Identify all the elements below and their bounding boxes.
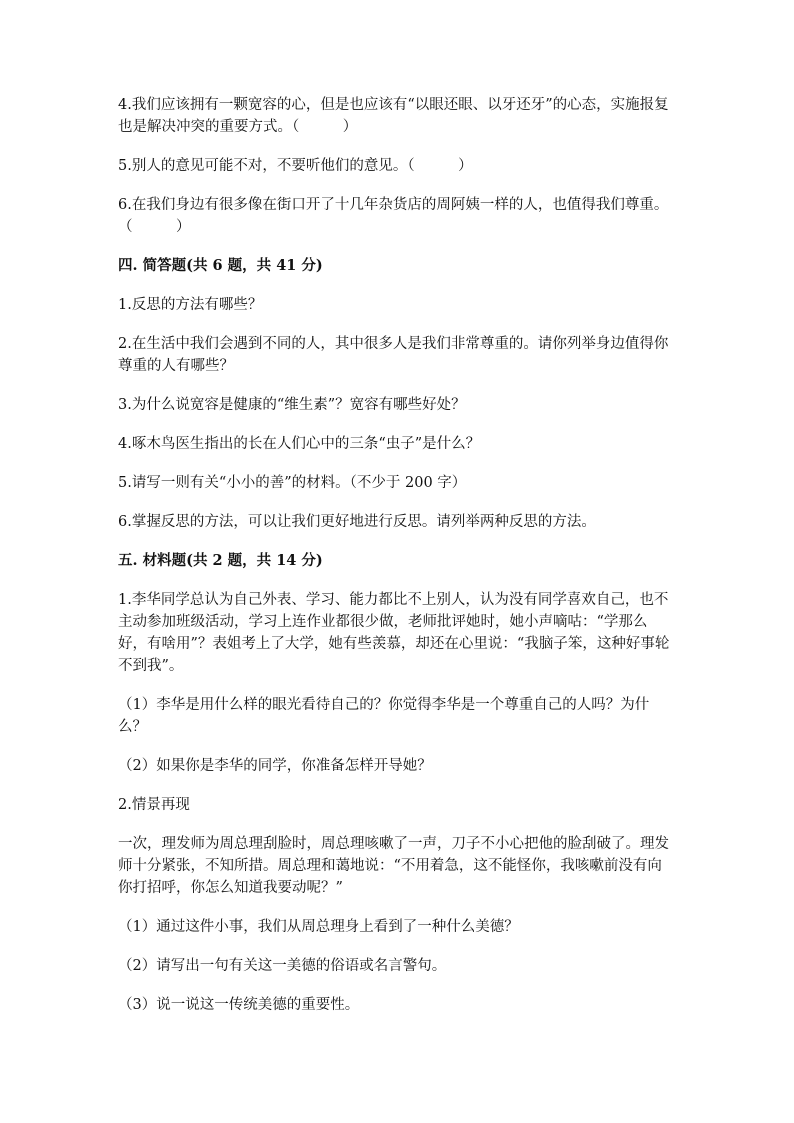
judge-question-6: 6.在我们身边有很多像在街口开了十几年杂货店的周阿姨一样的人，也值得我们尊重。（ ） [118,197,669,235]
material-1-subquestion-2: （2）如果你是李华的同学，你准备怎样开导她？ [118,758,432,774]
exam-page [118,94,674,1033]
judge-question-4: 4.我们应该拥有一颗宽容的心，但是也应该有“以眼还眼、以牙还牙”的心态，实施报复也是解决冲突的重要方式。（ ） [118,97,669,135]
judge-question-5: 5.别人的意见可能不对，不要听他们的意见。（ ） [118,158,473,174]
material-2-subquestion-1: （1）通过这件小事，我们从周总理身上看到了一种什么美德？ [118,919,519,935]
material-2-subquestion-3: （3）说一说这一传统美德的重要性。 [118,997,360,1013]
short-answer-question-2: 2.在生活中我们会遇到不同的人，其中很多人是我们非常尊重的。请你列举身边值得你尊重的人有哪些？ [118,336,669,374]
material-2-title: 2.情景再现 [118,797,190,813]
short-answer-question-3: 3.为什么说宽容是健康的“维生素”？宽容有哪些好处？ [118,397,466,413]
material-2-subquestion-2: （2）请写出一句有关这一美德的俗语或名言警句。 [118,958,447,974]
material-1-subquestion-1: （1）李华是用什么样的眼光看待自己的？你觉得李华是一个尊重自己的人吗？为什么？ [118,697,650,735]
short-answer-question-1: 1.反思的方法有哪些？ [118,297,263,313]
short-answer-question-6: 6.掌握反思的方法，可以让我们更好地进行反思。请列举两种反思的方法。 [118,514,596,530]
short-answer-question-5: 5.请写一则有关“小小的善”的材料。（不少于 200 字） [118,475,467,491]
section-5-heading: 五. 材料题(共 2 题，共 14 分) [118,552,323,569]
section-4-heading: 四. 简答题(共 6 题，共 41 分) [118,257,323,274]
material-2-text: 一次，理发师为周总理刮脸时，周总理咳嗽了一声，刀子不小心把他的脸刮破了。理发师十分紧张，不知所措。周总理和蔼地说：“不用着急，这不能怪你，我咳嗽前没有向你打招呼，你怎么知道我要动呢？” [118,836,669,896]
material-1-text: 1.李华同学总认为自己外表、学习、能力都比不上别人，认为没有同学喜欢自己，也不主动参加班级活动，学习上连作业都很少做，老师批评她时，她小声嘀咕：“学那么好，有啥用”？表姐考上了大学，她有些羡慕，却还在心里说：“我脑子笨，这种好事轮不到我”。 [118,592,670,674]
short-answer-question-4: 4.啄木鸟医生指出的长在人们心中的三条“虫子”是什么？ [118,436,481,452]
